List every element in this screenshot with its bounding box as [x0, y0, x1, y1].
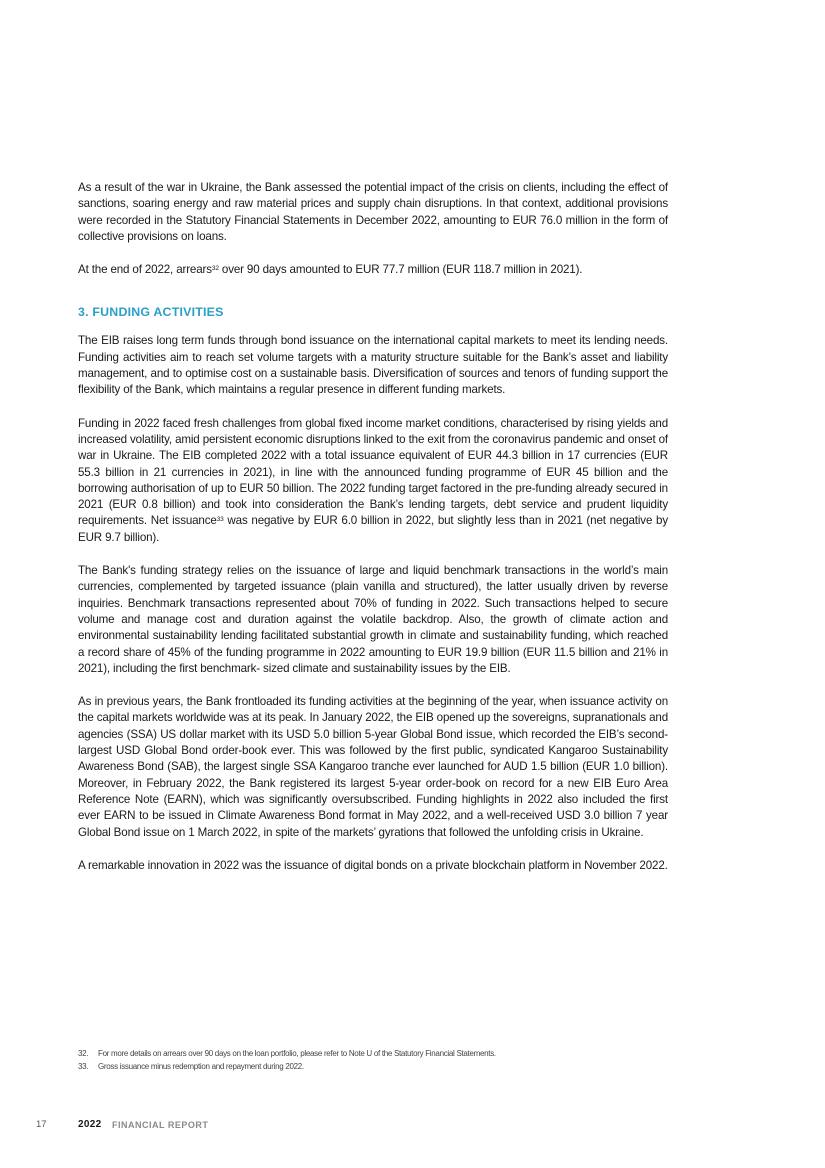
paragraph-funding-2022	[78, 416, 668, 546]
footnotes	[78, 1047, 678, 1073]
footnote-text: Gross issuance minus redemption and repayment during 2022.	[98, 1062, 304, 1071]
paragraph-arrears-text: At the end of 2022, arrears	[78, 263, 212, 277]
footnote-ref-32[interactable]: 32	[211, 265, 219, 273]
footnote-ref-33[interactable]: 33	[216, 516, 224, 524]
paragraph-arrears	[78, 262, 668, 278]
footnote-number: 33.	[78, 1062, 89, 1071]
footnote-33	[78, 1060, 678, 1073]
footnote-32	[78, 1047, 678, 1060]
footnote-number: 32.	[78, 1049, 89, 1058]
page-footer	[0, 1119, 825, 1133]
paragraph-funding-2022-text-end: was negative by EUR 6.0 billion in 2022, but slightly less than in 2021 (net negative by EUR 9.7 billion).	[78, 514, 668, 544]
report-year: 2022	[78, 1119, 102, 1130]
paragraph-digital-bonds: A remarkable innovation in 2022 was the issuance of digital bonds on a private blockchain platform in November 2022.	[78, 858, 668, 872]
paragraph-funding-2022-text: Funding in 2022 faced fresh challenges from global fixed income market conditions, characterised by rising yields and increased volatility, amid persistent economic disruptions linked to the exit from the coronavirus pandemic and onset of war in Ukraine. The EIB completed 2022 with a total issuance equivalent of EUR 44.3 billion in 17 currencies (EUR 55.3 billion in 21 currencies in 2021), in line with the announced funding programme of EUR 45 billion and the borrowing authorisation of up to EUR 50 billion. The 2022 funding target factored in the pre-funding already secured in 2021 (EUR 0.8 billion) and took into consideration the Bank’s lending targets, debt service and prudent liquidity requirements. Net issuance	[78, 416, 668, 528]
page-number: 17	[36, 1119, 47, 1130]
paragraph-ukraine-provisions: As a result of the war in Ukraine, the Bank assessed the potential impact of the crisis on clients, including the effect of sanctions, soaring energy and raw material prices and supply chain disruptions. In that context, additional provisions were recorded in the Statutory Financial Statements in December 2022, amounting to EUR 76.0 million in the form of collective provisions on loans.	[78, 181, 668, 243]
footnote-text: For more details on arrears over 90 days on the loan portfolio, please refer to Note U of the Statutory Financial Statements.	[98, 1049, 496, 1058]
paragraph-arrears-text-end: over 90 days amounted to EUR 77.7 million (EUR 118.7 million in 2021).	[218, 263, 583, 277]
paragraph-funding-strategy: The Bank's funding strategy relies on the issuance of large and liquid benchmark transactions in the world’s main currencies, complemented by targeted issuance (plain vanilla and structured), the latter usually driven by reverse inquiries. Benchmark transactions represented about 70% of funding in 2022. Such transactions helped to secure volume and manage cost and duration against the volatile backdrop. Also, the growth of climate action and environmental sustainability lending facilitated substantial growth in climate and sustainability funding, which reached a record share of 45% of the funding programme in 2022 amounting to EUR 19.9 billion (EUR 11.5 billion and 21% in 2021), including the first benchmark- sized climate and sustainability issues by the EIB.	[78, 564, 668, 675]
paragraph-frontloading: As in previous years, the Bank frontloaded its funding activities at the beginning of the year, when issuance activity on the capital markets worldwide was at its peak. In January 2022, the EIB opened up the sovereigns, supranationals and agencies (SSA) US dollar market with its USD 5.0 billion 5-year Global Bond issue, which recorded the EIB’s second-largest USD Global Bond order-book ever. This was followed by the first public, syndicated Kangaroo Sustainability Awareness Bond (SAB), the largest single SSA Kangaroo tranche ever launched for AUD 1.5 billion (EUR 1.0 billion). Moreover, in February 2022, the Bank registered its largest 5-year order-book on record for a new EIB Euro Area Reference Note (EARN), which was significantly oversubscribed. Funding highlights in 2022 also included the first ever EARN to be issued in Climate Awareness Bond format in May 2022, and a well-received USD 3.0 billion 7 year Global Bond issue on 1 March 2022, in spite of the markets’ gyrations that followed the unfolding crisis in Ukraine.	[78, 695, 668, 839]
section-heading-funding-activities: 3. FUNDING ACTIVITIES	[78, 305, 224, 320]
main-content	[78, 180, 668, 874]
paragraph-funding-overview: The EIB raises long term funds through bond issuance on the international capital markets to meet its lending needs. Funding activities aim to reach set volume targets with a maturity structure suitable for the Bank’s asset and liability management, and to optimise cost on a sustainable basis. Diversification of sources and tenors of funding support the flexibility of the Bank, which maintains a regular presence in different funding markets.	[78, 334, 668, 397]
report-label: FINANCIAL REPORT	[112, 1120, 209, 1130]
